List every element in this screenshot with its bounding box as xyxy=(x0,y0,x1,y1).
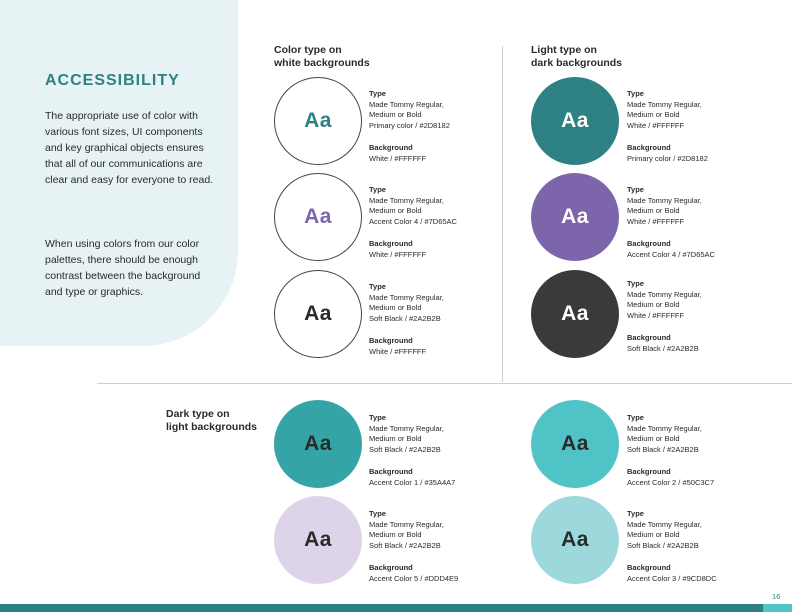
background-label: Background xyxy=(627,333,671,342)
type-label: Type xyxy=(369,509,386,518)
swatch-info xyxy=(369,413,494,488)
type-font: Made Tommy Regular, xyxy=(627,99,702,109)
swatch-info xyxy=(627,89,752,164)
swatch-white-on-primary: Aa xyxy=(531,77,619,165)
background-label: Background xyxy=(369,467,413,476)
type-color: Soft Black / #2A2B2B xyxy=(627,444,699,454)
background-color: White / #FFFFFF xyxy=(369,249,427,259)
type-label: Type xyxy=(369,282,386,291)
type-label: Type xyxy=(627,413,644,422)
swatch-accent4-on-white: Aa xyxy=(274,173,362,261)
footer-accent-tab xyxy=(763,604,792,612)
section-label-line: Dark type on xyxy=(166,408,230,420)
type-label: Type xyxy=(627,279,644,288)
type-label: Type xyxy=(627,185,644,194)
background-color: Accent Color 2 / #50C3C7 xyxy=(627,477,715,487)
swatch-info xyxy=(627,185,752,260)
type-color: Soft Black / #2A2B2B xyxy=(369,313,441,323)
swatch-info xyxy=(369,89,494,164)
background-color: White / #FFFFFF xyxy=(369,153,427,163)
background-label: Background xyxy=(627,239,671,248)
vertical-divider xyxy=(502,46,503,382)
background-color: Primary color / #2D8182 xyxy=(627,153,708,163)
swatch-white-on-accent4: Aa xyxy=(531,173,619,261)
swatch-softblack-on-white: Aa xyxy=(274,270,362,358)
type-weight: Medium or Bold xyxy=(369,206,422,215)
background-color: Accent Color 1 / #35A4A7 xyxy=(369,477,456,487)
section-label-line: Light type on xyxy=(531,44,597,56)
background-color: Accent Color 4 / #7D65AC xyxy=(627,249,715,259)
swatch-info xyxy=(627,509,752,584)
type-font: Made Tommy Regular, xyxy=(627,423,702,433)
swatch-info xyxy=(627,279,752,354)
background-label: Background xyxy=(369,336,413,345)
type-weight: Medium or Bold xyxy=(369,303,422,312)
background-label: Background xyxy=(369,239,413,248)
swatch-primary-on-white: Aa xyxy=(274,77,362,165)
type-font: Made Tommy Regular, xyxy=(627,195,702,205)
type-label: Type xyxy=(627,509,644,518)
section-label-light-backgrounds xyxy=(166,408,257,434)
type-weight: Medium or Bold xyxy=(627,300,680,309)
background-label: Background xyxy=(369,143,413,152)
section-label-line: dark backgrounds xyxy=(531,57,623,69)
footer-bar xyxy=(0,604,763,612)
type-label: Type xyxy=(369,413,386,422)
swatch-softblack-on-accent2: Aa xyxy=(531,400,619,488)
section-label-line: white backgrounds xyxy=(274,57,370,69)
section-label-line: light backgrounds xyxy=(166,421,258,433)
background-color: Accent Color 5 / #DDD4E9 xyxy=(369,573,459,583)
section-label-white-backgrounds xyxy=(274,44,370,70)
type-color: White / #FFFFFF xyxy=(627,120,685,130)
swatch-info xyxy=(369,509,494,584)
type-color: Primary color / #2D8182 xyxy=(369,120,450,130)
background-label: Background xyxy=(627,563,671,572)
type-weight: Medium or Bold xyxy=(369,110,422,119)
background-color: White / #FFFFFF xyxy=(369,346,427,356)
type-color: Soft Black / #2A2B2B xyxy=(369,444,441,454)
type-color: White / #FFFFFF xyxy=(627,216,685,226)
background-label: Background xyxy=(369,563,413,572)
intro-paragraph: The appropriate use of color with various font sizes, UI components and key graphical objects ensures that all of our communications are clear and easy for everyone to read. xyxy=(45,110,214,186)
swatch-info xyxy=(627,413,752,488)
type-font: Made Tommy Regular, xyxy=(369,519,444,529)
background-label: Background xyxy=(627,467,671,476)
type-font: Made Tommy Regular, xyxy=(369,99,444,109)
type-label: Type xyxy=(627,89,644,98)
section-label-line: Color type on xyxy=(274,44,342,56)
type-color: Soft Black / #2A2B2B xyxy=(627,540,699,550)
type-label: Type xyxy=(369,89,386,98)
swatch-info xyxy=(369,185,494,260)
page-title: ACCESSIBILITY xyxy=(45,72,180,89)
type-font: Made Tommy Regular, xyxy=(627,289,702,299)
type-font: Made Tommy Regular, xyxy=(369,292,444,302)
type-label: Type xyxy=(369,185,386,194)
swatch-white-on-softblack: Aa xyxy=(531,270,619,358)
type-font: Made Tommy Regular, xyxy=(369,423,444,433)
type-weight: Medium or Bold xyxy=(369,530,422,539)
swatch-softblack-on-accent3: Aa xyxy=(531,496,619,584)
type-weight: Medium or Bold xyxy=(627,530,680,539)
swatch-info xyxy=(369,282,494,357)
page-number: 16 xyxy=(772,592,781,601)
type-weight: Medium or Bold xyxy=(627,206,680,215)
swatch-softblack-on-accent1: Aa xyxy=(274,400,362,488)
background-label: Background xyxy=(627,143,671,152)
type-color: Accent Color 4 / #7D65AC xyxy=(369,216,457,226)
type-weight: Medium or Bold xyxy=(369,434,422,443)
contrast-paragraph: When using colors from our color palettes, there should be enough contrast between the background and type or graphics. xyxy=(45,238,201,298)
background-color: Accent Color 3 / #9CD8DC xyxy=(627,573,717,583)
type-font: Made Tommy Regular, xyxy=(627,519,702,529)
type-weight: Medium or Bold xyxy=(627,110,680,119)
swatch-softblack-on-accent5: Aa xyxy=(274,496,362,584)
background-color: Soft Black / #2A2B2B xyxy=(627,343,699,353)
type-weight: Medium or Bold xyxy=(627,434,680,443)
section-label-dark-backgrounds xyxy=(531,44,622,70)
type-font: Made Tommy Regular, xyxy=(369,195,444,205)
type-color: Soft Black / #2A2B2B xyxy=(369,540,441,550)
type-color: White / #FFFFFF xyxy=(627,310,685,320)
horizontal-divider xyxy=(97,383,792,384)
